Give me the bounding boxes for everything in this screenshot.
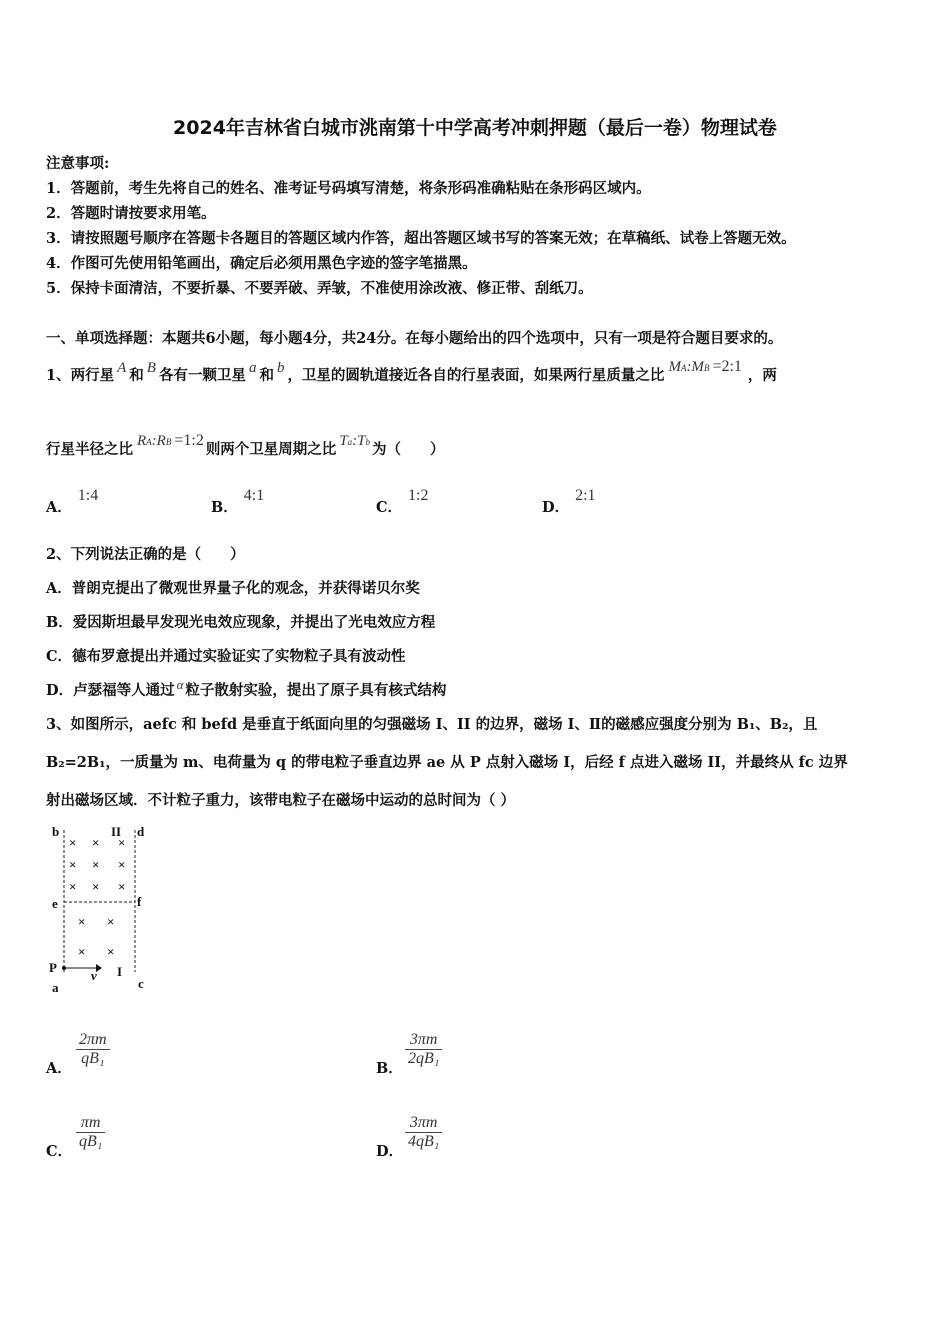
field-cross-mark: × (78, 944, 86, 959)
label-a: a (52, 980, 59, 995)
q3-line-1: 3、如图所示，aefc 和 befd 是垂直于纸面向里的匀强磁场 I、II 的边界，磁场 I、Ⅱ的磁感应强度分别为 B₁、B₂，且 (46, 716, 818, 733)
label-d: d (137, 824, 145, 839)
option-label: D． (542, 499, 570, 516)
field-cross-mark: × (69, 835, 77, 850)
field-cross-mark: × (92, 857, 100, 872)
q1-planet-a: A (117, 360, 127, 376)
option-value: 2:1 (575, 487, 596, 504)
q1-satellite-a: a (248, 360, 257, 376)
q3-option-b-label[interactable]: B． (376, 1060, 403, 1077)
field-cross-mark: × (118, 835, 126, 850)
notice-heading: 注意事项: (46, 155, 110, 172)
label-p: P (49, 960, 57, 975)
option-label: B． (211, 499, 238, 516)
notice-item-2: 2．答题时请按要求用笔。 (46, 205, 216, 222)
fraction-denominator: qB₁ (76, 1132, 105, 1151)
q2-option-c[interactable]: C．德布罗意提出并通过实验证实了实物粒子具有波动性 (46, 648, 406, 665)
q1-text: 各有一颗卫星 (158, 367, 246, 384)
q3-option-a-fraction (76, 1031, 110, 1068)
q1-text: 为（ ） (372, 441, 445, 458)
q1-text: ，两 (747, 367, 777, 384)
q2-stem: 2、下列说法正确的是（ ） (46, 546, 245, 563)
fraction-denominator: 4qB₁ (405, 1132, 442, 1151)
q1-option-a[interactable] (46, 487, 99, 517)
option-value: 1:4 (77, 487, 99, 504)
page-title: 2024年吉林省白城市洮南第十中学高考冲刺押题（最后一卷）物理试卷 (173, 117, 777, 139)
option-text: 粒子散射实验，提出了原子具有核式结构 (185, 682, 447, 699)
q1-radius-ratio: RA:RB =1:2 (137, 432, 204, 449)
label-ii: II (111, 824, 122, 839)
field-cross-mark: × (118, 857, 126, 872)
q1-line-2 (46, 432, 445, 459)
q1-option-c[interactable] (376, 487, 429, 517)
fraction-numerator: 3πm (409, 1031, 438, 1048)
q1-text: 和 (259, 367, 274, 384)
section-heading: 一、单项选择题：本题共6小题，每小题4分，共24分。在每小题给出的四个选项中，只有一项是符合题目要求的。 (46, 330, 783, 347)
label-b: b (52, 824, 60, 839)
field-cross-mark: × (69, 857, 77, 872)
fraction-numerator: 3πm (409, 1114, 438, 1131)
option-label: A． (46, 499, 72, 516)
notice-item-4: 4．作图可先使用铅笔画出，确定后必须用黑色字迹的签字笔描黑。 (46, 255, 477, 272)
q1-line-1 (46, 358, 777, 385)
label-c: c (138, 976, 144, 991)
notice-item-5: 5．保持卡面清洁，不要折暴、不要弄破、弄皱，不准使用涂改液、修正带、刮纸刀。 (46, 280, 593, 297)
label-v: v (91, 968, 97, 983)
field-cross-mark: × (78, 914, 86, 929)
q2-option-b[interactable]: B．爱因斯坦最早发现光电效应现象，并提出了光电效应方程 (46, 614, 436, 631)
label-f: f (137, 894, 142, 909)
q1-text: 1、两行星 (46, 367, 115, 384)
label-region-i: I (117, 964, 123, 979)
q1-text: 和 (129, 367, 144, 384)
q1-text: 行星半径之比 (46, 441, 133, 458)
q3-option-d-label[interactable]: D． (376, 1143, 404, 1160)
q3-option-a-label[interactable]: A． (46, 1060, 72, 1077)
q1-planet-b: B (146, 360, 156, 376)
q3-option-c-fraction (76, 1114, 105, 1151)
field-cross-mark: × (107, 914, 115, 929)
q1-text: ，卫星的圆轨道接近各自的行星表面，如果两行星质量之比 (287, 367, 665, 384)
option-value: 4:1 (243, 487, 265, 504)
alpha-symbol: α (176, 677, 184, 692)
q3-option-b-fraction (405, 1031, 442, 1068)
q3-option-d-fraction (405, 1114, 442, 1151)
field-cross-mark: × (92, 835, 100, 850)
arrow-head-icon (96, 964, 102, 972)
fraction-denominator: qB₁ (76, 1049, 110, 1068)
field-cross-mark: × (69, 879, 77, 894)
q1-option-b[interactable] (211, 487, 265, 517)
option-text: D．卢瑟福等人通过 (46, 682, 175, 699)
notice-item-3: 3．请按照题号顺序在答题卡各题目的答题区域内作答，超出答题区域书写的答案无效；在草稿纸、试卷上答题无效。 (46, 230, 796, 247)
q3-line-3: 射出磁场区域．不计粒子重力，该带电粒子在磁场中运动的总时间为（ ） (46, 792, 516, 809)
magnetic-field-diagram (44, 822, 164, 1002)
field-cross-mark: × (107, 944, 115, 959)
fraction-numerator: πm (80, 1114, 101, 1131)
q1-period-ratio: Ta:Tb (339, 433, 370, 449)
option-value: 1:2 (408, 487, 429, 504)
q3-option-c-label[interactable]: C． (46, 1143, 73, 1160)
field-cross-mark: × (118, 879, 126, 894)
option-label: C． (376, 499, 403, 516)
q3-line-2: B₂=2B₁，一质量为 m、电荷量为 q 的带电粒子垂直边界 ae 从 P 点射入磁场 I，后经 f 点进入磁场 II，并最终从 fc 边界 (46, 754, 848, 771)
q1-mass-ratio: MA:MB =2:1 (668, 358, 742, 375)
notice-item-1: 1．答题前，考生先将自己的姓名、准考证号码填写清楚，将条形码准确粘贴在条形码区域内。 (46, 180, 651, 197)
q2-option-a[interactable]: A．普朗克提出了微观世界量子化的观念，并获得诺贝尔奖 (46, 580, 420, 597)
field-cross-mark: × (92, 879, 100, 894)
fraction-denominator: 2qB₁ (405, 1049, 442, 1068)
fraction-numerator: 2πm (79, 1031, 107, 1048)
label-e: e (52, 896, 58, 911)
q1-text: 则两个卫星周期之比 (205, 441, 337, 458)
q1-option-d[interactable] (542, 487, 596, 517)
q2-option-d[interactable] (46, 679, 446, 700)
q1-satellite-b: b (276, 360, 285, 376)
